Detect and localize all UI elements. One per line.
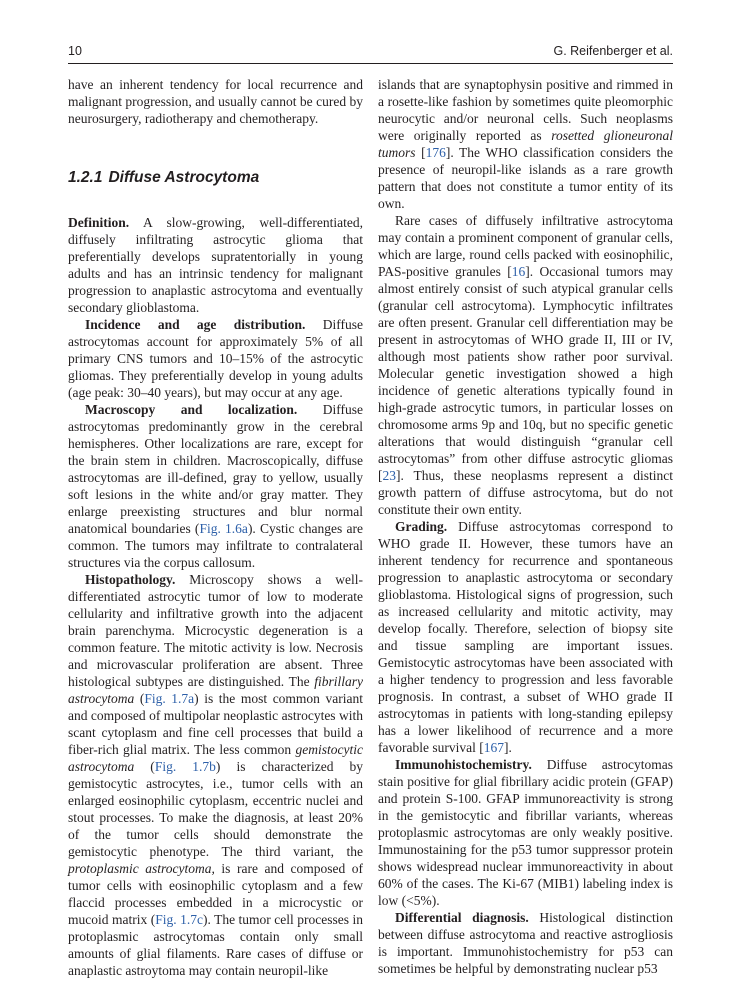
continued-paragraph: have an inherent tendency for local recurrence and malignant progression, and usually cannot be cured by neurosurgery, radiotherapy and chemotherapy. — [68, 77, 363, 126]
incidence-text: Diffuse astrocytomas account for approximately 5% of all primary CNS tumors and 10–15% of the astrocytic gliomas. They preferentially develop in young adults (age peak: 30–40 years), but may occur at any age. — [68, 317, 364, 400]
granular-cell-paragraph — [378, 212, 673, 518]
section-number: 1.2.1 — [68, 169, 103, 186]
histo-text-4: ( — [134, 759, 155, 774]
citation-link-23[interactable]: 23 — [382, 468, 396, 483]
differential-paragraph — [378, 909, 673, 977]
histo-text-3: ) is the most common variant and composed of multipolar neoplastic astrocytes with scant cytoplasm and fine cell processes that build a fiber-rich glial matrix. The less common — [68, 691, 363, 757]
granular-text-1: Rare cases of diffusely infiltrative astrocytoma may contain a prominent component of granular cells, which are large, round cells packed with eosinophilic, PAS-positive granules [ — [378, 213, 673, 279]
section-heading — [68, 168, 363, 188]
grading-text-1: Diffuse astrocytomas correspond to WHO grade II. However, these tumors have an inherent tendency for recurrence and spontaneous progression to anaplastic astrocytoma or secondary glioblastoma. Histological signs of progression, such as increased cellularity and mitotic activity, may develop focally. Therefore, selection of biopsy site and tissue sampling are important issues. Gemistocytic astrocytomas have been associated with a higher tendency to progression and less favorable prognosis. In contrast, a subset of WHO grade II astrocytomas in patients with long-standing epilepsy has a lower likelihood of recurrence and a more favorable survival [ — [378, 519, 673, 755]
neuropil-text-1: islands that are synaptophysin positive and rimmed in a rosette-like fashion by sometimes quite pleomorphic neurocytic and/or neuronal cells. Such neoplasms were originally reported as — [378, 77, 673, 143]
histo-term-fibrillary: fibrillary astrocytoma — [68, 674, 363, 706]
immuno-lead: Immunohistochemistry. — [395, 757, 532, 772]
histo-text-6: is rare and composed of tumor cells with eosinophilic cytoplasm and a few flaccid processes embedded in a microcystic or mucoid matrix ( — [68, 861, 363, 927]
page-number: 10 — [68, 44, 82, 58]
left-column — [68, 76, 363, 979]
citation-link-176[interactable]: 176 — [425, 145, 446, 160]
histo-text-1: Microscopy shows a well-differentiated astrocytic tumor of low to moderate cellularity and infiltrative growth into the adjacent brain parenchyma. Microcystic degeneration is a common feature. The mitotic activity is low. Necrosis and microvascular proliferation are absent. Three histological subtypes are distinguished. The — [68, 572, 363, 689]
differential-text: Histological distinction between diffuse astrocytoma and reactive astrogliosis is important. Immunohistochemistry for p53 can sometimes be helpful by demonstrating nuclear p53 — [378, 910, 673, 976]
header-rule — [68, 63, 673, 64]
running-header — [68, 44, 673, 64]
incidence-lead: Incidence and age distribution. — [85, 317, 306, 332]
term-rosetted-glioneuronal: rosetted glioneuronal tumors — [378, 128, 673, 160]
histo-term-gemistocytic: gemistocytic astrocytoma — [68, 742, 363, 774]
macroscopy-paragraph — [68, 401, 363, 571]
right-column — [378, 76, 673, 977]
granular-text-3: ]. Thus, these neoplasms represent a distinct growth pattern of diffuse astrocytoma, but do not constitute their own entity. — [378, 468, 673, 517]
incidence-paragraph — [68, 316, 363, 401]
granular-text-2: ]. Occasional tumors may almost entirely consist of such atypical granular cells (granular cell astrocytoma). Lymphocytic infiltrates are often present. Granular cell differentiation may be present in astrocytomas of WHO grade II, III or IV, although most patients show rather poor survival. Molecular genetic investigation showed a high incidence of genetic alterations typically found in high-grade astrocytic tumors, in particular losses on chromosome arms 9p and 10q, but no specific genetic alterations that would distinguish “granular cell astrocytomas” from other diffuse astrocytic gliomas [ — [378, 264, 673, 483]
section-title: Diffuse Astrocytoma — [108, 169, 260, 186]
definition-paragraph — [68, 214, 363, 316]
running-header-authors: G. Reifenberger et al. — [553, 44, 673, 58]
immuno-text: Diffuse astrocytomas stain positive for glial fibrillary acidic protein (GFAP) and protein S-100. GFAP immunoreactivity is strong in the gemistocytic and fibrillar variants, whereas protoplasmic astrocytomas are only weakly positive. Immunostaining for the p53 tumor suppressor protein shows widespread nuclear immunoreactivity in about 60% of the cases. The Ki-67 (MIB1) labeling index is low (<5%). — [378, 757, 673, 908]
neuropil-paragraph — [378, 76, 673, 212]
histopathology-lead: Histopathology. — [85, 572, 176, 587]
histo-text-2: ( — [134, 691, 145, 706]
figure-link-1-7b[interactable]: Fig. 1.7b — [154, 759, 216, 774]
differential-lead: Differential diagnosis. — [395, 910, 529, 925]
histo-text-7: ). The tumor cell processes in protoplasmic astrocytomas contain only small amounts of glial filaments. Rare cases of diffuse or anaplastic astroytoma may contain neuropil-like — [68, 912, 363, 978]
macroscopy-lead: Macroscopy and localization. — [85, 402, 298, 417]
neuropil-text-3: ]. The WHO classification considers the presence of neuropil-like islands as a rare growth pattern that does not constitute a tumor entity of its own. — [378, 145, 673, 211]
histopathology-paragraph — [68, 571, 363, 979]
definition-text: A slow-growing, well-differentiated, diffusely infiltrating astrocytic glioma that preferentially develops supratentorially in young adults and has an intrinsic tendency for malignant progression to anaplastic astrocytoma and eventually secondary glioblastoma. — [68, 215, 363, 315]
histo-text-5: ) is characterized by gemistocytic astrocytes, i.e., tumor cells with an enlarged eosinophilic cytoplasm, eccentric nuclei and stout processes. To make the diagnosis, at least 20% of the tumor cells should demonstrate the gemistocytic phenotype. The third variant, the — [68, 759, 364, 859]
citation-link-16[interactable]: 16 — [511, 264, 526, 279]
citation-link-167[interactable]: 167 — [483, 740, 504, 755]
figure-link-1-7a[interactable]: Fig. 1.7a — [144, 691, 195, 706]
grading-text-2: ]. — [503, 740, 512, 755]
grading-lead: Grading. — [395, 519, 448, 534]
definition-lead: Definition. — [68, 215, 130, 230]
neuropil-text-2: [ — [415, 145, 426, 160]
grading-paragraph — [378, 518, 673, 756]
macroscopy-text-2: ). Cystic changes are common. The tumors may infiltrate to contralateral structures via the corpus callosum. — [68, 521, 363, 570]
figure-link-1-7c[interactable]: Fig. 1.7c — [155, 912, 203, 927]
figure-link-1-6a[interactable]: Fig. 1.6a — [199, 521, 248, 536]
macroscopy-text-1: Diffuse astrocytomas predominantly grow in the cerebral hemispheres. Other localizations are rare, except for the brain stem in children. Macroscopically, diffuse astrocytomas are ill-defined, gray to yellow, usually soft lesions in the white and/or gray matter. They enlarge preexisting structures and blur normal anatomical boundaries ( — [68, 402, 363, 536]
histo-term-protoplasmic: protoplasmic astrocytoma, — [68, 861, 215, 876]
immunohistochemistry-paragraph — [378, 756, 673, 909]
